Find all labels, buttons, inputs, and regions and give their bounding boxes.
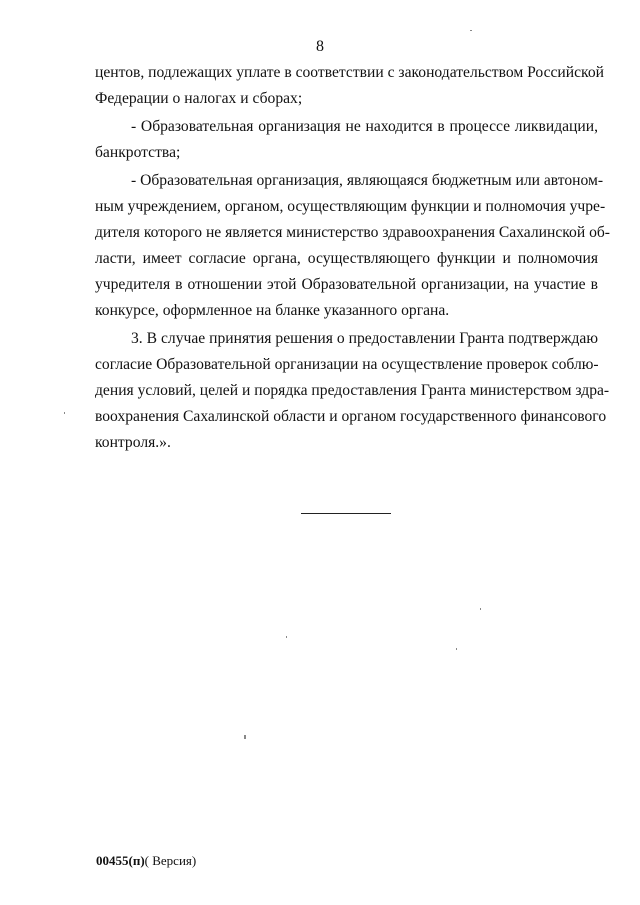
text-line: - Образовательная организация, являющаяся бюджетным или автоном- (131, 172, 604, 189)
text-line: центов, подлежащих уплате в соответствии с законодательством Российской (95, 64, 604, 81)
paragraph-founder-consent (95, 168, 611, 324)
end-divider-line (301, 513, 391, 514)
text-line: дения условий, целей и порядка предоставления Гранта министерством здра- (95, 382, 610, 399)
text-line: ным учреждением, органом, осуществляющим функции и полномочия учре- (95, 198, 606, 215)
paragraph-continuation (95, 60, 604, 112)
text-line: согласие Образовательной организации на осуществление проверок соблю- (95, 356, 599, 373)
text-line: Федерации о налогах и сборах; (95, 90, 303, 107)
scan-speck (244, 735, 246, 739)
document-version: ( Версия) (144, 853, 197, 868)
text-line: учредителя в отношении этой Образовательной организации, на участие в (95, 276, 598, 293)
text-line: - Образовательная организация не находится в процессе ликвидации, (131, 118, 598, 135)
scan-speck (480, 608, 481, 610)
page-number: 8 (316, 38, 324, 55)
text-line: контроля.». (95, 434, 171, 451)
text-line: дителя которого не является министерство здравоохранения Сахалинской об- (95, 224, 611, 241)
scan-speck (64, 412, 65, 414)
text-line: конкурсе, оформленное на бланке указанного органа. (95, 302, 450, 319)
paragraph-inspection-consent (95, 326, 610, 456)
text-line: ласти, имеет согласие органа, осуществляющего функции и полномочия (95, 250, 598, 267)
scan-speck (456, 648, 457, 650)
text-line: банкротства; (95, 144, 181, 161)
text-line: 3. В случае принятия решения о предоставлении Гранта подтверждаю (131, 330, 598, 347)
scan-speck (286, 636, 287, 638)
scan-speck (470, 30, 472, 31)
paragraph-no-liquidation (95, 114, 598, 166)
text-line: воохранения Сахалинской области и органом государственного финансового (95, 408, 607, 425)
document-code: 00455(п) (96, 853, 145, 868)
document-footer (96, 853, 196, 869)
document-body (95, 60, 611, 456)
